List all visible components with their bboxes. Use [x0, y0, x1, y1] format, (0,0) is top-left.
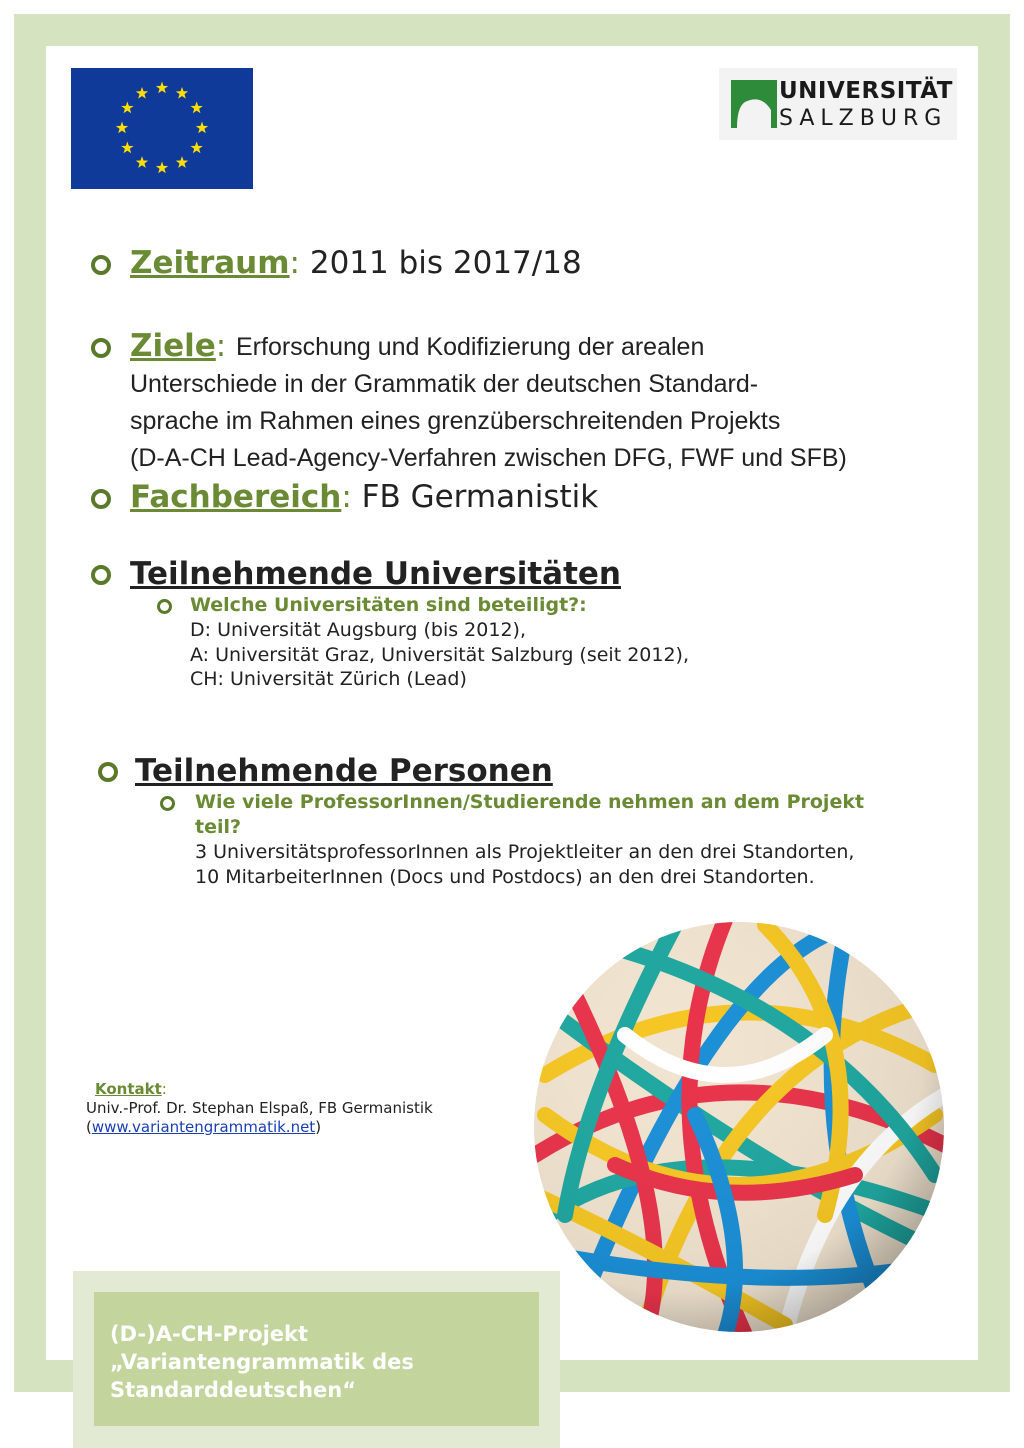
eu-star-icon — [156, 82, 168, 94]
eu-stars-icon — [71, 68, 253, 189]
fachbereich-value: FB Germanistik — [361, 479, 599, 515]
personen-question-line-1: Wie viele ProfessorInnen/Studierende nehmen an dem Projekt — [195, 791, 865, 813]
university-logo-line2: SALZBURG — [779, 106, 948, 131]
personen-line-2: 10 MitarbeiterInnen (Docs und Postdocs) an den drei Standorten. — [195, 866, 815, 888]
contact-website-link[interactable]: www.variantengrammatik.net — [91, 1118, 316, 1136]
ziele-line-4: (D-A-CH Lead-Agency-Verfahren zwischen DFG, FWF und SFB) — [130, 444, 847, 472]
university-logo-mark-icon — [731, 80, 781, 132]
ziele-label: Ziele — [130, 328, 216, 364]
sub-bullet-icon — [157, 599, 172, 614]
personen-heading: Teilnehmende Personen — [135, 753, 553, 789]
eu-star-icon — [196, 122, 208, 134]
eu-star-icon — [121, 142, 133, 154]
contact-label: Kontakt — [95, 1080, 162, 1098]
zeitraum-value: 2011 bis 2017/18 — [309, 245, 582, 281]
zeitraum-row — [130, 245, 582, 281]
university-logo-line1: UNIVERSITÄT — [779, 78, 953, 104]
eu-star-icon — [176, 87, 188, 99]
bullet-icon — [91, 489, 111, 509]
universitaeten-line-3: CH: Universität Zürich (Lead) — [190, 668, 467, 690]
ziele-line-3: sprache im Rahmen eines grenzüberschreitenden Projekts — [130, 407, 781, 435]
fachbereich-label: Fachbereich — [130, 479, 342, 515]
eu-star-icon — [136, 87, 148, 99]
project-title-line-3: Standarddeutschen“ — [110, 1378, 357, 1402]
bullet-icon — [91, 255, 111, 275]
universitaeten-heading: Teilnehmende Universitäten — [130, 556, 621, 592]
eu-star-icon — [121, 102, 133, 114]
contact-paren-close: ) — [315, 1118, 322, 1136]
contact-link-row — [86, 1118, 321, 1136]
universitaeten-line-2: A: Universität Graz, Universität Salzburg (seit 2012), — [190, 644, 690, 666]
project-title-box — [94, 1292, 539, 1426]
contact-name: Univ.-Prof. Dr. Stephan Elspaß, FB Germanistik — [86, 1099, 433, 1117]
ziele-label-row — [130, 328, 226, 364]
eu-star-icon — [190, 142, 202, 154]
personen-question-line-2: teil? — [195, 816, 242, 838]
zeitraum-colon: : — [289, 245, 300, 281]
project-title-line-1: (D-)A-CH-Projekt — [110, 1322, 309, 1346]
eu-star-icon — [156, 162, 168, 174]
contact-colon: : — [161, 1080, 167, 1098]
contact-label-row — [95, 1080, 167, 1098]
bullet-icon — [98, 762, 118, 782]
rubber-band-ball-image — [525, 915, 953, 1343]
eu-star-icon — [190, 102, 202, 114]
personen-line-1: 3 UniversitätsprofessorInnen als Projektleiter an den drei Standorten, — [195, 841, 855, 863]
eu-flag-icon — [71, 68, 253, 189]
ziele-colon: : — [215, 328, 227, 364]
ziele-line-1: Erforschung und Kodifizierung der arealen — [236, 333, 705, 361]
contact-paren-open: ( — [86, 1118, 92, 1136]
bullet-icon — [91, 565, 111, 585]
sub-bullet-icon — [160, 796, 175, 811]
eu-star-icon — [176, 156, 188, 168]
universitaeten-line-1: D: Universität Augsburg (bis 2012), — [190, 619, 526, 641]
ziele-line-2: Unterschiede in der Grammatik der deutschen Standard- — [130, 370, 759, 398]
universitaeten-question: Welche Universitäten sind beteiligt?: — [190, 594, 587, 616]
zeitraum-label: Zeitraum — [130, 245, 290, 281]
project-title — [110, 1320, 414, 1404]
fachbereich-row — [130, 479, 598, 515]
project-title-line-2: „Variantengrammatik des — [110, 1350, 414, 1374]
eu-star-icon — [116, 122, 128, 134]
university-salzburg-logo — [719, 68, 957, 140]
eu-star-icon — [136, 156, 148, 168]
fachbereich-colon: : — [341, 479, 352, 515]
bullet-icon — [91, 338, 111, 358]
